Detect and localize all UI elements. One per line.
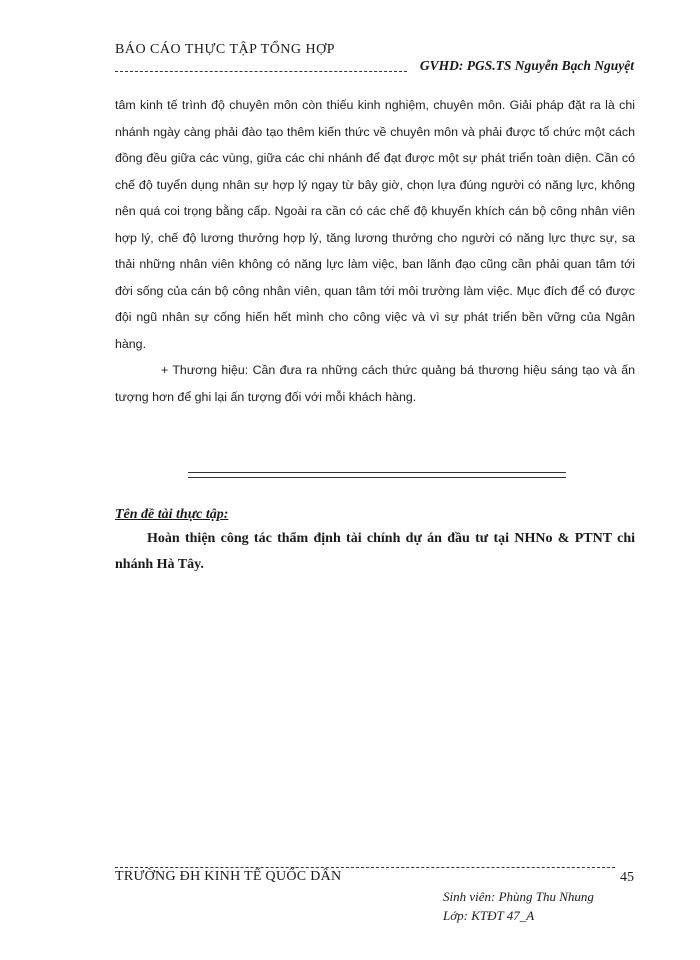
footer-dashed-rule bbox=[115, 867, 615, 868]
header-title: BÁO CÁO THỰC TẬP TỔNG HỢP bbox=[115, 42, 336, 57]
footer-school: TRƯỜNG ĐH KINH TẾ QUỐC DÂN bbox=[115, 869, 342, 884]
header-dashed-rule bbox=[115, 71, 407, 72]
header-supervisor: GVHD: PGS.TS Nguyễn Bạch Nguyệt bbox=[419, 58, 634, 73]
page-number: 45 bbox=[620, 870, 634, 885]
section-divider bbox=[188, 472, 566, 478]
body-paragraph-1: tâm kinh tế trình độ chuyên môn còn thiếu kinh nghiệm, chuyên môn. Giải pháp đặt ra là chi nhánh ngày càng phải đào tạo thêm kiến thức về chuyên môn và phải được tổ chức một cách đồng đều giữa các vùng, giữa các chi nhánh để đạt được một sự phát triển toàn diện. Cần có chế độ tuyển dụng nhân sự hợp lý ngay từ bây giờ, chọn lựa đúng người có năng lực, không nên quá coi trọng bằng cấp. Ngoài ra cần có các chế độ khuyến khích cán bộ công nhân viên hợp lý, chế độ lương thưởng hợp lý, tăng lương thưởng cho người có năng lực thực sự, sa thải những nhân viên không có năng lực làm việc, ban lãnh đạo cũng cần phải quan tâm tới đời sống của cán bộ công nhân viên, quan tâm tới môi trường làm việc. Mục đích để có được đội ngũ nhân sự cống hiến hết mình cho công việc và vì sự phát triển bền vững của Ngân hàng. bbox=[115, 98, 635, 351]
body-paragraph-2: + Thương hiệu: Cần đưa ra những cách thức quảng bá thương hiệu sáng tạo và ấn tượng hơn để ghi lại ấn tượng đối với mỗi khách hàng. bbox=[115, 363, 635, 404]
topic-heading: Tên đề tài thực tập: bbox=[115, 507, 229, 522]
footer-class: Lớp: KTĐT 47_A bbox=[443, 908, 535, 923]
body-text bbox=[115, 92, 635, 410]
topic-text: Hoàn thiện công tác thẩm định tài chính dự án đầu tư tại NHNo & PTNT chi nhánh Hà Tây. bbox=[115, 531, 635, 572]
footer-student: Sinh viên: Phùng Thu Nhung bbox=[443, 889, 594, 904]
